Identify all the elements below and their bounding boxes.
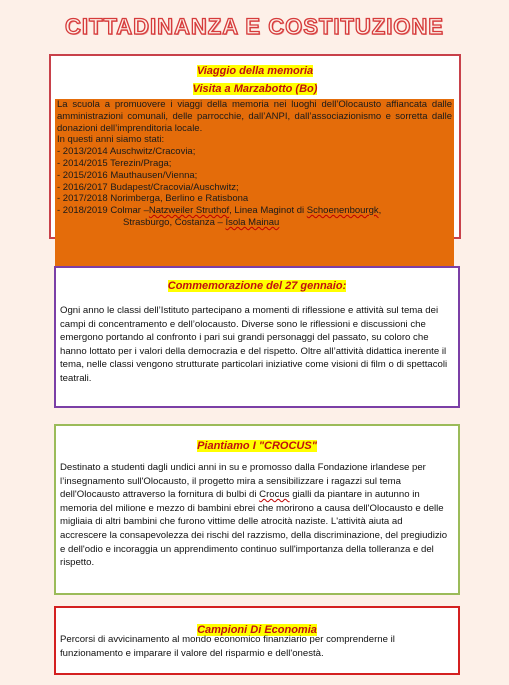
trip-last-struthof: Natzweiler Struthof bbox=[148, 205, 230, 217]
commemorazione-text: Ogni anno le classi dell’Istituto partecipano a momenti di riflessione e attività sul tema dei campi di concentramento e dell’olocausto. Diverse sono le riflessioni e discussioni che emergono portando al confronto i pari sui grandi personaggi del passato, su coloro che hanno lottato per i valori della democrazia e del rispetto. Oltre all’attività didattica inerente il tema, nelle classi vengono strutturate particolari iniziative come visioni di film o di spettacoli teatrali. bbox=[60, 305, 448, 384]
viaggio-stati-label: In questi anni siamo stati: bbox=[57, 134, 165, 146]
commemorazione-heading: Commemorazione del 27 gennaio: bbox=[167, 280, 347, 292]
commemorazione-section bbox=[54, 266, 460, 408]
commemorazione-heading-wrap bbox=[56, 276, 458, 294]
page-title: CITTADINANZA E COSTITUZIONE bbox=[65, 14, 444, 39]
viaggio-intro: La scuola a promuovere i viaggi della memoria nei luoghi dell’Olocausto affiancata dalle amministrazioni comunali, delle parrocchie, dall’ANPI, dall’associazionismo e sorretta dalle donazioni dell’imprenditoria locale. bbox=[57, 99, 452, 134]
trip-last-part: , Linea Maginot di bbox=[229, 205, 307, 217]
campioni-section bbox=[54, 606, 460, 675]
trip-item: - 2015/2016 Mauthausen/Vienna; bbox=[57, 169, 198, 181]
viaggio-memoria-section bbox=[49, 54, 461, 239]
viaggio-heading-line2: Visita a Marzabotto (Bo) bbox=[192, 83, 318, 95]
trip-item-last bbox=[57, 205, 452, 229]
trip-last-part: , bbox=[378, 205, 382, 217]
viaggio-orange-panel bbox=[55, 99, 454, 287]
trip-item: - 2014/2015 Terezin/Praga; bbox=[57, 157, 172, 169]
trip-last-cont-text: Strasburgo, Costanza – bbox=[123, 216, 226, 228]
crocus-text-a: Destinato a studenti dagli undici anni in su e promosso dalla Fondazione irlandese per l’insegnamento sull'Olocausto, il progetto mira a sensibilizzare i ragazzi sul tema dell'Olocausto attraverso la fornitura di bulbi di bbox=[60, 462, 426, 501]
trip-item: - 2017/2018 Norimberga, Berlino e Ratisbona bbox=[57, 193, 249, 205]
viaggio-heading-line1: Viaggio della memoria bbox=[196, 65, 314, 77]
crocus-heading: Piantiamo I "CROCUS" bbox=[197, 440, 317, 452]
trip-item: - 2016/2017 Budapest/Cracovia/Auschwitz; bbox=[57, 181, 239, 193]
campioni-heading: Campioni Di Economia bbox=[197, 624, 317, 636]
trip-last-continuation bbox=[57, 217, 452, 229]
trip-last-part: - 2018/2019 Colmar – bbox=[57, 205, 149, 217]
crocus-section bbox=[54, 424, 460, 595]
trip-item: - 2013/2014 Auschwitz/Cracovia; bbox=[57, 146, 196, 158]
crocus-text-b: gialli da piantare in autunno in memoria del milione e mezzo di bambini ebrei che morirono a causa dell'Olocausto e delle migliaia di altri bambini che furono vittime delle atrocità naziste. L'attività aiuta ad accrescere la consapevolezza dei rischi del razzismo, della discriminazione, del pregiudizio e dell'odio e incoraggia un apprendimento continuo sull'importanza della tolleranza e del rispetto. bbox=[60, 489, 448, 569]
campioni-text: Percorsi di avvicinamento al mondo economico finanziario per comprenderne il funzionamento e imparare il valore del risparmio e dell'onestà. bbox=[60, 634, 395, 659]
viaggio-heading bbox=[51, 61, 459, 97]
trip-last-schoenenbourgk: Schoenenbourgk bbox=[306, 205, 379, 217]
trip-list bbox=[57, 146, 452, 229]
crocus-text bbox=[60, 461, 452, 570]
trip-last-mainau: Isola Mainau bbox=[225, 216, 280, 228]
crocus-text-underlined: Crocus bbox=[259, 489, 290, 501]
crocus-heading-wrap bbox=[56, 436, 458, 454]
